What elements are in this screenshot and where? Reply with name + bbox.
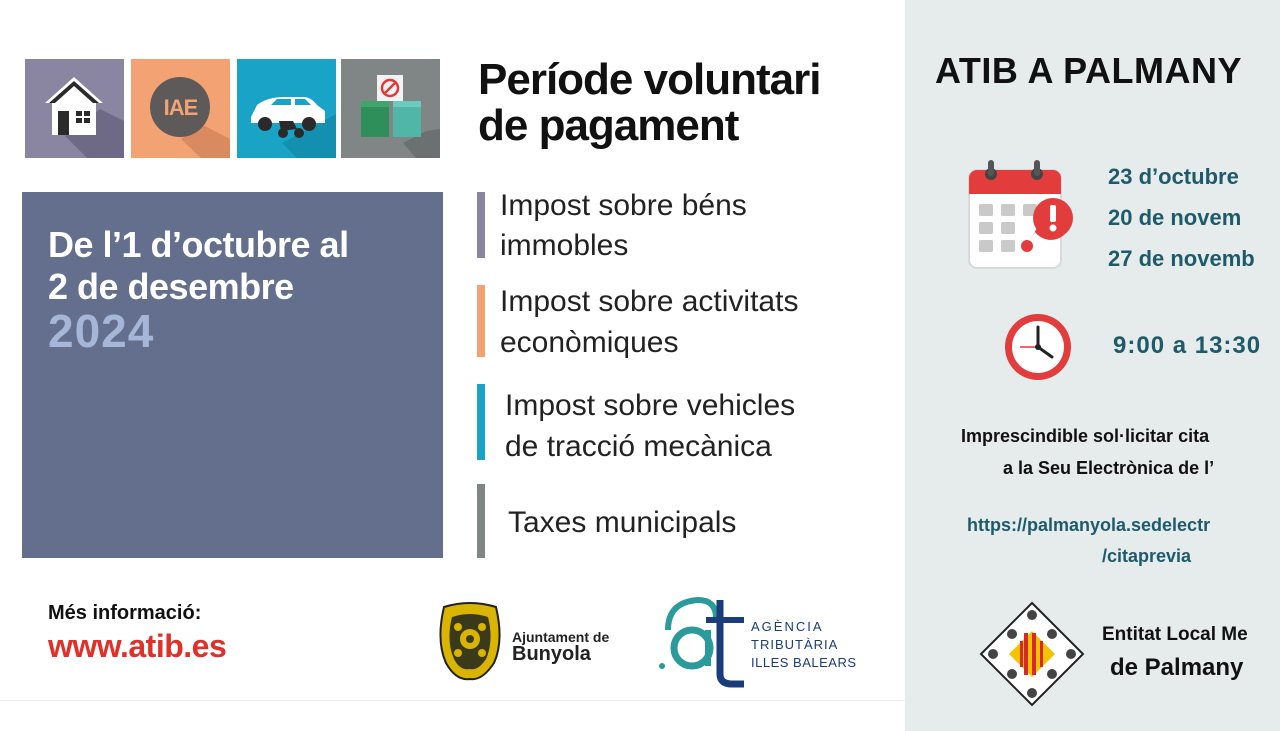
bunyola-crest-icon	[434, 601, 506, 681]
date-year: 2024	[48, 305, 155, 357]
date-item-1: 23 d’octubre	[1108, 164, 1239, 189]
tax-property-line-2: immobles	[500, 229, 629, 262]
atib-line-2: TRIBUTÀRIA	[751, 637, 839, 652]
palmanyola-crest-icon	[979, 601, 1085, 707]
note-line-1: Imprescindible sol·licitar cita	[961, 426, 1210, 446]
atib-line-3: ILLES BALEARS	[751, 655, 857, 670]
office-hours: 9:00 a 13:30	[1113, 332, 1262, 359]
tax-vehicles-line-2: de tracció mecànica	[505, 430, 772, 463]
car-scooter-icon	[237, 59, 336, 158]
appointment-link-line-2[interactable]: /citaprevia	[1102, 546, 1192, 566]
date-item-3: 27 de novemb	[1108, 246, 1255, 271]
atib-line-1: AGÈNCIA	[751, 619, 824, 634]
tile-bins	[341, 59, 440, 158]
tile-house	[25, 59, 124, 158]
bunyola-line-2: Bunyola	[512, 643, 591, 665]
tile-iae	[131, 59, 230, 158]
appointment-link-line-1[interactable]: https://palmanyola.sedelectr	[967, 515, 1211, 535]
tax-municipal: Taxes municipals	[508, 506, 737, 539]
period-title-line-2: de pagament	[478, 101, 739, 150]
tax-activities-line-2: econòmiques	[500, 326, 679, 359]
iae-label: IAE	[163, 95, 198, 120]
entity-line-2: de Palmany	[1110, 654, 1244, 681]
tax-bar-municipal	[477, 484, 485, 558]
tax-bar-vehicles	[477, 384, 485, 460]
more-info-link[interactable]: www.atib.es	[48, 628, 227, 664]
bottom-divider	[0, 700, 905, 701]
right-panel	[905, 0, 1280, 731]
clock-icon	[1002, 311, 1074, 383]
calendar-alert-icon	[965, 158, 1080, 273]
tax-activities-line-1: Impost sobre activitats	[500, 285, 799, 318]
date-line-1: De l’1 d’octubre al	[48, 224, 349, 265]
tile-vehicles	[237, 59, 336, 158]
right-title: ATIB A PALMANY	[935, 50, 1242, 91]
period-title-line-1: Període voluntari	[478, 55, 821, 104]
tax-property-line-1: Impost sobre béns	[500, 189, 747, 222]
tax-vehicles-line-1: Impost sobre vehicles	[505, 389, 796, 422]
date-item-2: 20 de novem	[1108, 205, 1242, 230]
tax-bar-activities	[477, 285, 485, 357]
bunyola-line-1: Ajuntament de	[512, 629, 610, 645]
waste-bins-icon	[341, 59, 440, 158]
house-icon	[25, 59, 124, 158]
date-line-2: 2 de desembre	[48, 266, 294, 307]
note-line-2: a la Seu Electrònica de l’	[1003, 458, 1215, 478]
atib-logo-icon	[658, 590, 748, 688]
more-info-label: Més informació:	[48, 602, 202, 624]
tax-bar-property	[477, 192, 485, 258]
entity-line-1: Entitat Local Me	[1102, 624, 1248, 645]
